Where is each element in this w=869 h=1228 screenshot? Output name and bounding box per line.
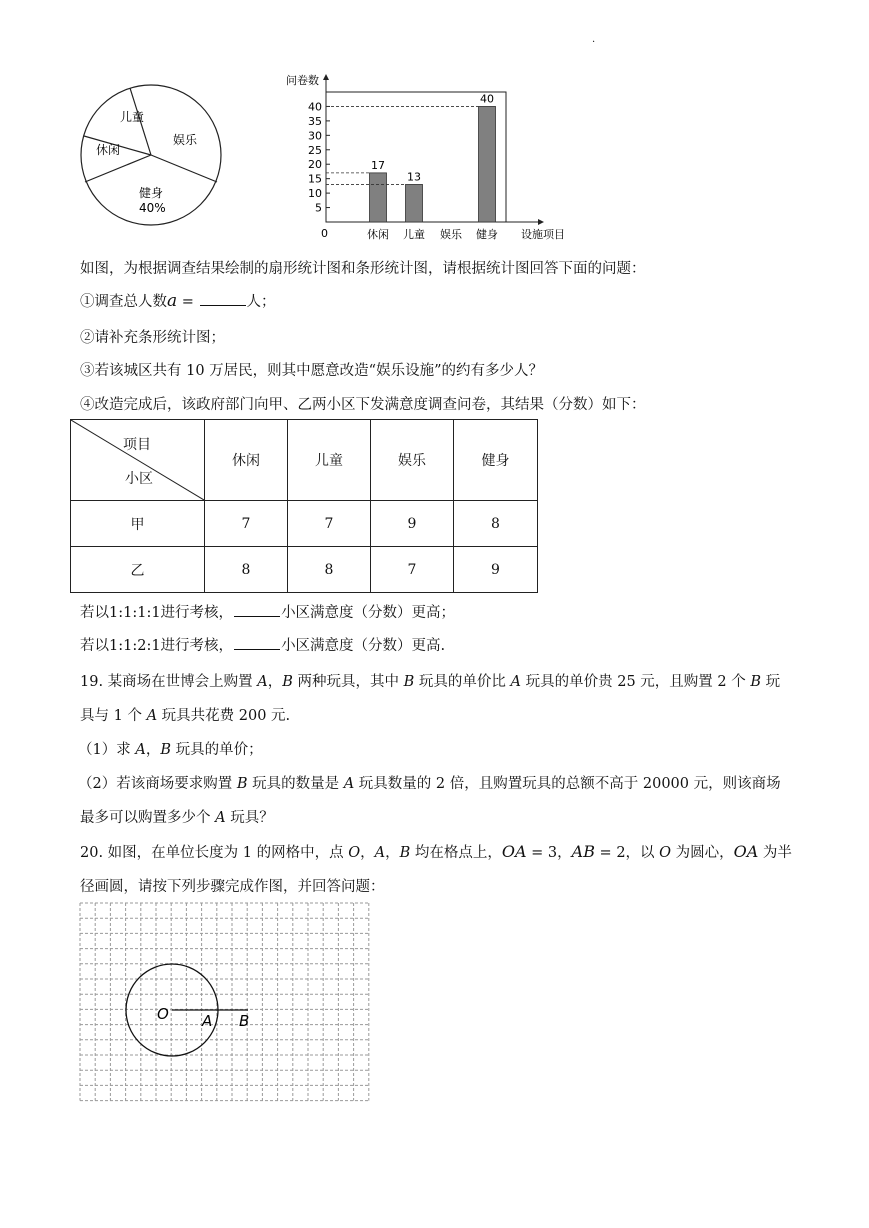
table-cell: 7 xyxy=(288,501,371,547)
p19-text: 玩具数量的 2 倍，且购置玩具的总额不高于 20000 元，则该商场 xyxy=(354,776,781,792)
point-b-label: B xyxy=(239,1012,250,1030)
bar-休闲 xyxy=(370,173,387,222)
problem-20-line-2: 径画圆，请按下列步骤完成作图，并回答问题： xyxy=(80,879,385,895)
p20-var: OA xyxy=(733,842,759,861)
y-tick-label: 25 xyxy=(308,143,322,157)
pie-divider-3 xyxy=(85,155,151,182)
question-3: ③若该城区共有 10 万居民，则其中愿意改造“娱乐设施”的约有多少人？ xyxy=(80,363,543,379)
r2-ratio: 1:1:2:1 xyxy=(109,638,161,654)
p19-text: 玩具共花费 200 元. xyxy=(157,708,291,724)
r1-answer-blank[interactable] xyxy=(234,604,280,617)
table-cell: 8 xyxy=(205,547,288,593)
point-a-label: A xyxy=(202,1012,213,1030)
p20-var: O xyxy=(659,845,672,861)
x-tick-label: 休闲 xyxy=(367,228,389,241)
p19-text: 两种玩具，其中 xyxy=(292,674,404,690)
p20-text: 为圆心， xyxy=(671,845,734,861)
problem-19-part-2 xyxy=(78,772,781,793)
y-tick-label: 15 xyxy=(308,172,322,186)
x-tick-label: 娱乐 xyxy=(440,228,462,241)
p19-var-b: B xyxy=(236,776,248,792)
p19-var-b: B xyxy=(403,674,415,690)
y-axis-arrow xyxy=(323,74,329,80)
r2-middle: 进行考核， xyxy=(160,638,234,654)
p19-text: 玩 xyxy=(761,674,781,690)
bar-value-label: 40 xyxy=(480,92,494,106)
x-axis-arrow xyxy=(538,219,544,225)
y-axis-label: 问卷数 xyxy=(286,74,319,87)
y-tick-label: 5 xyxy=(315,201,322,215)
row-name: 甲 xyxy=(71,501,205,547)
table-cell: 9 xyxy=(371,501,454,547)
r1-suffix: 小区满意度（分数）更高； xyxy=(281,605,456,621)
table-header-corner xyxy=(71,420,205,501)
bar-chart xyxy=(280,72,580,244)
pie-label-entertainment: 娱乐 xyxy=(173,133,198,147)
x-tick-label: 儿童 xyxy=(403,228,425,241)
y-tick-label: 40 xyxy=(308,100,322,114)
r2-suffix: 小区满意度（分数）更高. xyxy=(281,638,446,654)
p19-var-a: A xyxy=(510,674,521,690)
problem-19-part-1 xyxy=(78,738,263,759)
problem-19-line-2 xyxy=(80,704,290,725)
p19-var-a: A xyxy=(257,674,268,690)
page-dot: . xyxy=(592,34,596,45)
q1-equals: = xyxy=(177,294,199,310)
p20-text: = 3 xyxy=(526,845,558,861)
p20-var: A xyxy=(374,845,386,861)
pie-label-percent: 40% xyxy=(139,201,166,215)
p19-text: 最多可以购置多少个 xyxy=(80,810,216,826)
bar-value-label: 17 xyxy=(371,158,385,172)
problem-19-part-2-line-2 xyxy=(80,806,274,827)
q1-suffix: 人； xyxy=(246,294,276,310)
p20-text: 均在格点上， xyxy=(410,845,502,861)
p20-text: ， xyxy=(557,845,572,861)
r2-prefix: 若以 xyxy=(80,638,109,654)
y-tick-label: 10 xyxy=(308,187,322,201)
p19-text: 具与 1 个 xyxy=(80,708,147,724)
p19-var-a: A xyxy=(146,708,158,724)
table-cell: 9 xyxy=(454,547,538,593)
row-name: 乙 xyxy=(71,547,205,593)
table-cell: 8 xyxy=(454,501,538,547)
table-row xyxy=(71,547,538,593)
table-cell: 7 xyxy=(371,547,454,593)
pie-label-fitness: 健身 xyxy=(139,186,164,200)
table-cell: 7 xyxy=(205,501,288,547)
p19-var-a: A xyxy=(135,742,146,758)
intro-text: 如图，为根据调查结果绘制的扇形统计图和条形统计图，请根据统计图回答下面的问题： xyxy=(80,261,646,277)
q1-answer-blank[interactable] xyxy=(200,293,246,306)
p19-text: 19. 某商场在世博会上购置 xyxy=(80,674,258,690)
p19-text: 玩具？ xyxy=(225,810,274,826)
header-item-label: 项目 xyxy=(123,437,151,453)
bar-健身 xyxy=(479,106,496,222)
grid-figure xyxy=(79,902,373,1104)
p20-var: AB xyxy=(571,842,595,861)
p19-text: （1）求 xyxy=(78,742,136,758)
bar-value-label: 13 xyxy=(407,170,421,184)
origin-label: 0 xyxy=(321,227,328,240)
header-community-label: 小区 xyxy=(125,471,153,487)
bar-儿童 xyxy=(406,184,423,222)
q1-variable: a xyxy=(167,291,178,311)
r2-answer-blank[interactable] xyxy=(234,637,280,650)
p19-text: 玩具的数量是 xyxy=(247,776,344,792)
p19-text: 玩具的单价比 xyxy=(414,674,511,690)
p20-text: = 2 xyxy=(594,845,626,861)
question-4: ④改造完成后，该政府部门向甲、乙两小区下发满意度调查问卷，其结果（分数）如下： xyxy=(80,397,646,413)
p20-text: ， xyxy=(385,845,400,861)
y-tick-label: 20 xyxy=(308,158,322,172)
y-tick-label: 35 xyxy=(308,114,322,128)
q1-prefix: ①调查总人数 xyxy=(80,294,167,310)
question-2: ②请补充条形统计图； xyxy=(80,330,225,346)
table-col-header: 休闲 xyxy=(205,420,288,501)
r1-ratio: 1:1:1:1 xyxy=(109,605,161,621)
p19-var-b: B xyxy=(282,674,293,690)
point-o-label: O xyxy=(157,1005,169,1023)
p20-text: 20. 如图，在单位长度为 1 的网格中，点 xyxy=(80,845,349,861)
x-axis-label: 设施项目 xyxy=(521,228,565,241)
p19-text: ， xyxy=(145,742,161,758)
p19-var-b: B xyxy=(160,742,171,758)
p19-text: 玩具的单价； xyxy=(170,742,263,758)
pie-label-children: 儿童 xyxy=(120,110,145,124)
pie-divider-2 xyxy=(151,155,217,182)
p19-text: ， xyxy=(267,674,283,690)
r1-prefix: 若以 xyxy=(80,605,109,621)
table-cell: 8 xyxy=(288,547,371,593)
ratio-question-2 xyxy=(80,634,445,655)
p19-var-b: B xyxy=(750,674,761,690)
pie-chart xyxy=(80,84,226,230)
pie-label-leisure: 休闲 xyxy=(96,143,121,157)
p20-var: B xyxy=(399,845,411,861)
p20-text: ，以 xyxy=(625,845,660,861)
r1-middle: 进行考核， xyxy=(160,605,234,621)
p19-text: 玩具的单价贵 25 元，且购置 2 个 xyxy=(521,674,751,690)
p19-var-a: A xyxy=(343,776,355,792)
p20-var: O xyxy=(348,845,361,861)
table-col-header: 健身 xyxy=(454,420,538,501)
p20-var: OA xyxy=(501,842,527,861)
table-col-header: 儿童 xyxy=(288,420,371,501)
y-tick-label: 30 xyxy=(308,129,322,143)
table-col-header: 娱乐 xyxy=(371,420,454,501)
satisfaction-table xyxy=(70,419,538,593)
problem-19-line-1 xyxy=(80,670,780,691)
p19-var-a: A xyxy=(215,810,226,826)
p19-text: （2）若该商场要求购置 xyxy=(78,776,237,792)
question-1 xyxy=(80,290,276,311)
table-row xyxy=(71,501,538,547)
x-tick-label: 健身 xyxy=(476,228,498,241)
p20-text: ， xyxy=(360,845,375,861)
problem-20-line-1 xyxy=(80,841,792,862)
ratio-question-1 xyxy=(80,601,455,622)
p20-text: 为半 xyxy=(758,845,792,861)
grid-lines xyxy=(80,903,369,1101)
